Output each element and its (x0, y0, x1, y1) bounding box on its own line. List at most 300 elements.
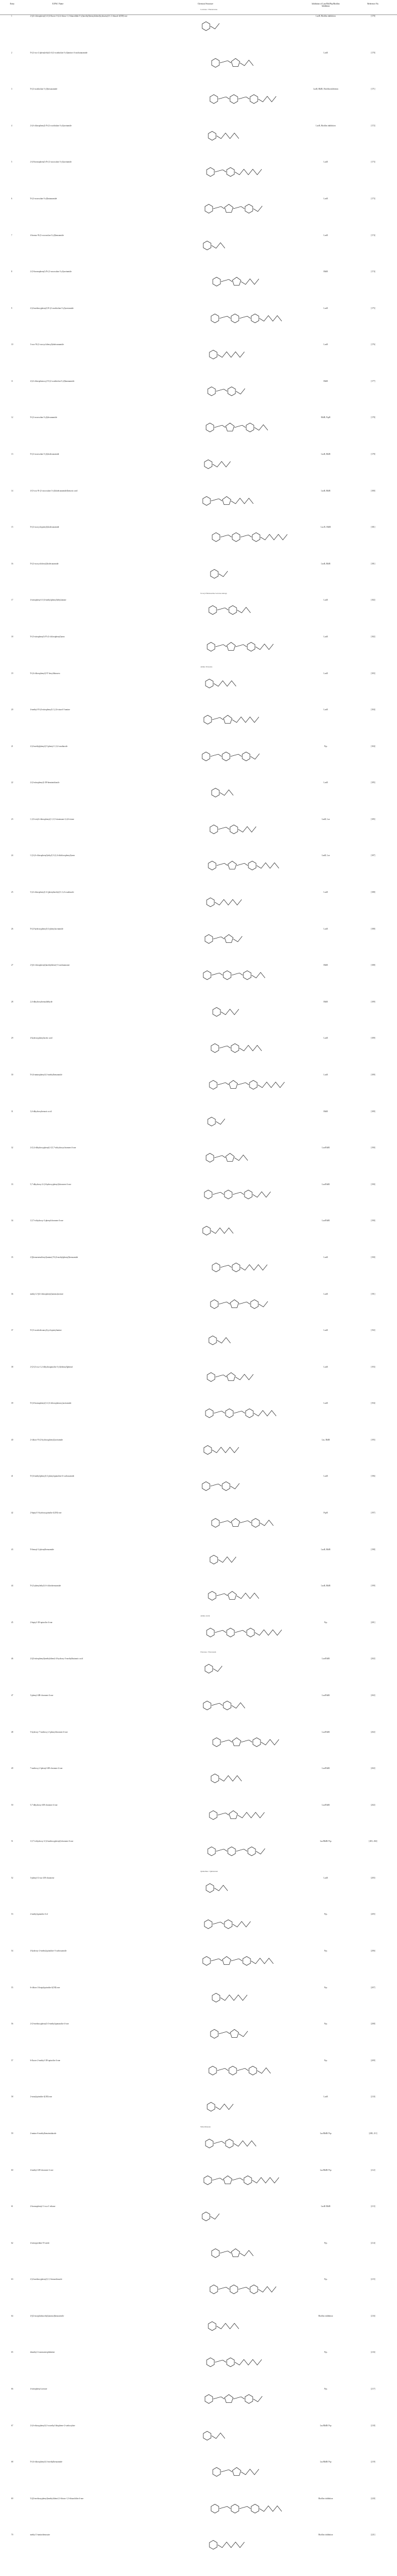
iupac-name: 1-[2-(4-chlorophenyl)ethyl]-3-(2,4-dichlorophenyl)urea (30, 854, 75, 857)
reference: [173] (371, 198, 375, 200)
entry-number: 37 (11, 1329, 13, 1331)
reference: [184] (371, 709, 375, 711)
entry-number: 13 (11, 453, 13, 455)
reference: [178] (371, 453, 375, 455)
ring-shape (243, 971, 251, 980)
chain-bond (257, 2068, 271, 2073)
chemical-structure-drawing (178, 999, 290, 1032)
chain-bond (210, 2214, 219, 2219)
bond-line (218, 1813, 229, 1815)
reference: [217] (371, 2388, 375, 2390)
bond-line (212, 717, 223, 720)
ring-shape (212, 1263, 220, 1272)
chain-bond (217, 2323, 239, 2329)
iupac-name: 1,3,5-tris(4-chlorophenyl)-1,3,5-triazinane-2,4,6-trione (30, 818, 75, 820)
chain-bond (251, 1958, 273, 1964)
activity: Pqs (324, 2242, 327, 2244)
chain-bond (217, 1338, 231, 1343)
chain-bond (257, 863, 279, 868)
iupac-name: N-(4-bromophenyl)-2-(4-chlorophenoxy)acetamide (30, 1402, 72, 1404)
reference: [220] (371, 2498, 375, 2500)
ring-shape (211, 1774, 219, 1783)
ring-shape (243, 1956, 251, 1965)
entry-number: 14 (11, 490, 13, 492)
table-row (0, 307, 397, 344)
entry-number: 5 (11, 161, 12, 163)
activity: Las/RhlR (322, 1767, 330, 1769)
chain-bond (214, 681, 236, 686)
reference: [170] (371, 15, 375, 17)
chain-bond (256, 1849, 265, 1854)
chemical-structure-drawing (178, 2167, 290, 2200)
chain-bond (212, 2433, 225, 2439)
reference: [195] (371, 1439, 375, 1441)
activity: LasR, Las (321, 818, 330, 820)
iupac-name: methyl 3-aminobenzoate (30, 2534, 50, 2536)
iupac-name: 5-(4-chlorophenyl)-2-(phenylmethyl)-1,3,4-oxadiazole (30, 891, 74, 893)
ring-shape (205, 204, 213, 213)
ring-shape (205, 2139, 213, 2148)
entry-number: 50 (11, 1804, 13, 1806)
bond-line (237, 863, 248, 866)
chain-bond (234, 1155, 248, 1161)
entry-number: 28 (11, 1001, 13, 1003)
header-entry: Entry (10, 3, 14, 5)
ring-shape (210, 2029, 218, 2038)
table-row (0, 1147, 397, 1183)
iupac-name: 6-chloro-2-heptylquinolin-4(1H)-one (30, 1987, 60, 1989)
reference: [208] (371, 2023, 375, 2025)
bond-line (210, 1484, 222, 1486)
iupac-name: N-(2-oxothiolan-3-yl)hexanamide (30, 88, 57, 90)
ring-shape (213, 277, 220, 286)
reference: [183] (371, 672, 375, 675)
chemical-structure-drawing (178, 378, 290, 411)
chain-bond (231, 1483, 239, 1489)
chemical-structure-drawing (178, 561, 290, 594)
activity: LasR (324, 1475, 328, 1477)
activity: LasR, RhlR (321, 563, 331, 565)
reference: [202] (371, 1804, 375, 1806)
entry-number: 41 (11, 1475, 13, 1477)
reference: [218] (371, 2425, 375, 2427)
ring-shape (204, 715, 212, 724)
bond-line (219, 316, 231, 318)
activity: LasR (324, 1037, 328, 1039)
iupac-name: 4-hydroxyphenylacetic acid (30, 1037, 53, 1039)
entry-number: 52 (11, 1877, 13, 1879)
iupac-name: 3,4-dihydroxybenzoic acid (30, 1110, 52, 1113)
entry-number: 46 (11, 1658, 13, 1660)
reference: [188] (371, 964, 375, 966)
table-row (0, 1767, 397, 1804)
ring-shape (205, 935, 213, 943)
entry-number: 25 (11, 891, 13, 893)
chain-bond (253, 2396, 262, 2402)
chemical-structure-drawing (178, 2021, 290, 2054)
entry-number: 18 (11, 636, 13, 638)
ring-shape (205, 1409, 213, 1418)
ring-shape (207, 898, 214, 907)
ring-shape (202, 1482, 210, 1491)
entry-number: 45 (11, 1621, 13, 1624)
bond-line (217, 863, 228, 866)
entry-number: 70 (11, 2534, 13, 2536)
ring-shape (206, 1153, 214, 1162)
activity: Pqs (324, 2351, 327, 2353)
ring-shape (208, 131, 216, 140)
reference: [201] (371, 1621, 375, 1624)
iupac-name: 6-fluoro-2-methyl-1H-quinolin-4-one (30, 2059, 61, 2062)
entry-number: 21 (11, 745, 13, 748)
chemical-structure-drawing (178, 2349, 290, 2382)
ring-shape (203, 1701, 211, 1710)
chain-bond (258, 96, 276, 102)
reference: [210] (371, 2096, 375, 2098)
bond-line (213, 2397, 224, 2399)
chain-bond (255, 1630, 282, 1635)
chemical-structure-drawing (178, 2203, 290, 2236)
reference: [206] (371, 1950, 375, 1952)
ring-shape (202, 752, 210, 761)
iupac-name: 2-(3,4-dihydroxyphenyl)-3,5,7-trihydroxychromen-4-one (30, 1147, 76, 1149)
bond-line (221, 1740, 232, 1742)
ring-shape (250, 95, 258, 104)
entry-number: 60 (11, 2169, 13, 2171)
ring-shape (230, 2285, 238, 2294)
reference: [202] (371, 1658, 375, 1660)
ring-shape (228, 387, 236, 396)
ring-shape (229, 1811, 237, 1819)
chain-bond (241, 279, 259, 284)
reference: [202] (371, 1694, 375, 1697)
reference: [216] (371, 2315, 375, 2317)
reference: [215] (371, 2278, 375, 2280)
activity: Las/RhlR/ Pqs (320, 1840, 332, 1842)
chemical-structure-drawing (178, 926, 290, 959)
ring-shape (213, 1007, 220, 1016)
iupac-name: 2-[(4-chlorophenyl)methylidene]-3-oxobutanoate (30, 964, 70, 966)
table-row (0, 2059, 397, 2096)
ring-shape (210, 1300, 218, 1309)
chemical-structure-drawing (178, 451, 290, 484)
entry-number: 23 (11, 818, 13, 820)
activity: Las/RhlR (322, 1183, 330, 1186)
iupac-name: 4-nitrophenyl acetate (30, 2388, 47, 2390)
bond-line (231, 1959, 242, 1961)
entry-number: 34 (11, 1220, 13, 1222)
chemical-structure-drawing (178, 341, 290, 375)
ring-shape (226, 1153, 234, 1162)
chain-bond (238, 1812, 264, 1818)
entry-number: 65 (11, 2351, 13, 2353)
table-row (0, 1512, 397, 1548)
chemical-structure-drawing (178, 305, 290, 338)
iupac-name: 3-phenyl-4H-chromen-4-one (30, 1694, 53, 1697)
reference: [213] (371, 2205, 375, 2208)
activity: LasR (324, 234, 328, 237)
ring-shape (231, 314, 239, 323)
activity: Biofilm inhibition (318, 2534, 334, 2536)
iupac-name: N-(3-nitrophenyl)-N'-(4-chlorophenyl)urea (30, 636, 65, 638)
ring-shape (203, 496, 210, 505)
class-label: N-Acyl Homoserine Lactone analogs (200, 592, 227, 594)
table-row (0, 1074, 397, 1110)
iupac-name: N-benzyl-2-phenylbenzamide (30, 1548, 54, 1551)
table-row (0, 818, 397, 855)
chemical-structure-drawing (178, 1692, 290, 1725)
activity: LasR (324, 161, 328, 163)
chain-bond (221, 1009, 239, 1015)
entry-number: 66 (11, 2388, 13, 2390)
activity: Las/RhlR/ Pqs (320, 2461, 332, 2463)
chain-bond (254, 1410, 276, 1416)
activity: Pqs (324, 745, 327, 748)
ring-shape (222, 496, 231, 505)
table-row (0, 1731, 397, 1768)
reference: [221] (371, 2534, 375, 2536)
reference: [190] (371, 1183, 375, 1186)
ring-shape (213, 1738, 220, 1747)
bond-line (216, 1849, 227, 1851)
ring-shape (228, 1847, 236, 1856)
table-row (0, 2461, 397, 2498)
entry-number: 63 (11, 2278, 13, 2280)
chain-bond (259, 2506, 282, 2511)
ring-shape (212, 2249, 219, 2258)
activity: Las/RhlR/ Pqs (320, 2425, 332, 2427)
reference: [189] (371, 1037, 375, 1039)
reference: [194] (371, 1402, 375, 1404)
chemical-structure-drawing (178, 1510, 290, 1543)
activity: Pqs (324, 1913, 327, 1915)
chain-bond (213, 461, 231, 467)
ring-shape (222, 752, 230, 761)
table-row (0, 2205, 397, 2242)
activity: LasR (324, 709, 328, 711)
chemical-structure-drawing (178, 2057, 290, 2091)
ring-shape (210, 569, 218, 578)
ring-shape (207, 168, 214, 176)
ring-shape (251, 1300, 258, 1309)
chemical-structure-drawing (178, 1984, 290, 2018)
ring-shape (231, 1518, 239, 1527)
chain-bond (258, 1082, 285, 1088)
entry-number: 55 (11, 1987, 13, 1989)
ring-shape (209, 1080, 217, 1089)
ring-shape (227, 1628, 234, 1637)
bond-line (232, 973, 243, 975)
activity: LasR (324, 599, 328, 601)
reference: [190] (371, 1220, 375, 1222)
chemical-structure-drawing (178, 1619, 290, 1653)
entry-number: 64 (11, 2315, 13, 2317)
chemical-structure-drawing (178, 13, 290, 46)
chain-bond (251, 754, 259, 759)
bond-line (212, 973, 223, 975)
iupac-name: methyl 2-[(4-chlorophenyl)amino]acetate (30, 1293, 63, 1295)
ring-shape (228, 861, 236, 869)
table-row (0, 125, 397, 161)
table-row (0, 1615, 397, 1658)
ring-shape (231, 2504, 239, 2513)
chemical-structure-drawing (178, 1071, 290, 1105)
chain-bond (252, 2177, 279, 2183)
ring-shape (223, 971, 231, 980)
table-row (0, 1329, 397, 1366)
table-row (0, 343, 397, 380)
table-row (0, 2388, 397, 2425)
table-row (0, 1439, 397, 1476)
entry-number: 9 (11, 307, 12, 309)
iupac-name: 4-[(2-morpholinoethyl)amino]benzonitrile (30, 2315, 64, 2317)
ring-shape (212, 1518, 219, 1527)
activity: Las/RhlR/ Pqs (320, 2169, 332, 2171)
iupac-name: 5-hydroxy-7-methoxy-2-phenylchromen-4-one (30, 1731, 68, 1733)
activity: Pqs (324, 2023, 327, 2025)
activity: LasR (324, 1074, 328, 1076)
activity: Las/RhlR (322, 1658, 330, 1660)
bond-line (215, 1630, 226, 1633)
ring-shape (207, 2102, 215, 2111)
activity: LasR (324, 307, 328, 309)
chemical-structure-drawing (178, 524, 290, 557)
ring-shape (232, 277, 241, 286)
chain-bond (237, 607, 251, 613)
table-row (0, 666, 397, 709)
reference: [189] (371, 1074, 375, 1076)
table-row (0, 928, 397, 965)
chain-bond (236, 1374, 253, 1380)
ring-shape (202, 2212, 210, 2221)
iupac-name: 2-(4-methoxyphenyl)-N-(2-oxothiolan-3-yl)acetamide (30, 307, 74, 309)
ring-shape (207, 1628, 214, 1637)
entry-number: 30 (11, 1074, 13, 1076)
ring-shape (212, 1993, 220, 2002)
reference: [190] (371, 1256, 375, 1258)
chemical-structure-drawing (178, 1729, 290, 1762)
ring-shape (213, 2467, 220, 2476)
table-row (0, 526, 397, 563)
entry-number: 4 (11, 125, 12, 127)
bond-line (214, 1411, 225, 1413)
ring-shape (248, 861, 256, 870)
chain-bond (259, 316, 282, 321)
ring-shape (246, 1409, 253, 1418)
iupac-name: 3-oxo-N-(2-oxocyclohexyl)dodecanamide (30, 343, 64, 346)
table-row (0, 636, 397, 672)
iupac-name: N-(2-oxocyclohexyl)dodecanamide (30, 563, 59, 565)
iupac-name: 2-(4-bromophenyl)-N-(2-oxooxolan-3-yl)acetamide (30, 161, 72, 163)
activity: Pqs (324, 1987, 327, 1989)
table-row (0, 490, 397, 527)
bond-line (215, 645, 227, 647)
class-label: Amino Triazoles (200, 666, 213, 668)
chain-bond (215, 899, 242, 905)
bond-line (211, 499, 222, 501)
chemical-structure-drawing (178, 2276, 290, 2309)
table-row (0, 52, 397, 89)
ring-shape (247, 1628, 254, 1637)
bond-line (238, 97, 249, 99)
iupac-name: 2-[(benzenesulfonyl)amino]-N-(4-methylphenyl)benzamide (30, 1256, 79, 1258)
bond-line (216, 389, 227, 391)
entry-number: 51 (11, 1840, 13, 1842)
ring-shape (226, 2139, 233, 2148)
chemical-structure-drawing (178, 1765, 290, 1798)
reference: [177] (371, 380, 375, 382)
header-reference: Reference No. (367, 3, 379, 5)
ring-shape (208, 861, 216, 870)
ring-shape (232, 1738, 241, 1746)
bond-line (233, 207, 244, 209)
chemical-structure-drawing (178, 1582, 290, 1616)
table-row (0, 2425, 397, 2461)
entry-number: 39 (11, 1402, 13, 1404)
ring-shape (229, 606, 237, 614)
table-row (0, 198, 397, 234)
bond-line (215, 1375, 227, 1377)
iupac-name: 4-nitrophenyl-2-(4-methylphenyl)ethylamine (30, 599, 66, 601)
table-row (0, 709, 397, 745)
chain-bond (218, 352, 244, 357)
iupac-name: N-(4-chlorophenyl)-N'-hexylthiourea (30, 672, 60, 675)
table-row (0, 1110, 397, 1147)
table-row (0, 2351, 397, 2388)
ring-shape (223, 715, 232, 724)
header-activity: Inhibition of Lasr/Rhl/Pqs/Biofilm Inhibition (312, 3, 340, 7)
chain-bond (211, 1228, 233, 1233)
ring-shape (204, 1920, 212, 1929)
table-row (0, 2169, 397, 2206)
reference: [216] (371, 2351, 375, 2353)
entry-number: 20 (11, 709, 13, 711)
chain-bond (212, 243, 225, 248)
entry-number: 40 (11, 1439, 13, 1441)
chemical-structure-drawing (178, 195, 290, 229)
bond-line (214, 425, 226, 427)
bond-line (218, 2287, 229, 2289)
iupac-name: 5,7-dihydroxy-2-(4-hydroxyphenyl)chromen-4-one (30, 1183, 71, 1186)
chain-bond (241, 2469, 259, 2475)
chemical-structure-drawing (178, 2313, 290, 2346)
bond-line (213, 1922, 224, 1924)
activity: RhlR (324, 271, 328, 273)
ring-shape (208, 1591, 216, 1600)
ring-shape (203, 241, 211, 250)
activity: Pqs (324, 1950, 327, 1952)
iupac-name: 2-(2-nitrophenyl)-1H-benzimidazole (30, 781, 60, 784)
table-row (0, 234, 397, 271)
activity: Las/RhlR (322, 1147, 330, 1149)
bond-line (215, 2360, 226, 2362)
table-row (0, 563, 397, 599)
bond-line (219, 2032, 230, 2034)
reference: [192] (371, 1329, 375, 1331)
chain-bond (240, 2250, 253, 2256)
table-row (0, 1548, 397, 1585)
ring-shape (249, 2066, 257, 2075)
bond-line (238, 1083, 249, 1085)
chain-bond (219, 571, 228, 577)
ring-shape (227, 2358, 234, 2367)
table-row (0, 1037, 397, 1074)
entry-number: 6 (11, 198, 12, 200)
bond-line (233, 2397, 244, 2399)
ring-shape (204, 1190, 212, 1199)
reference: [209] (371, 2059, 375, 2062)
chemical-structure-drawing (178, 1181, 290, 1215)
